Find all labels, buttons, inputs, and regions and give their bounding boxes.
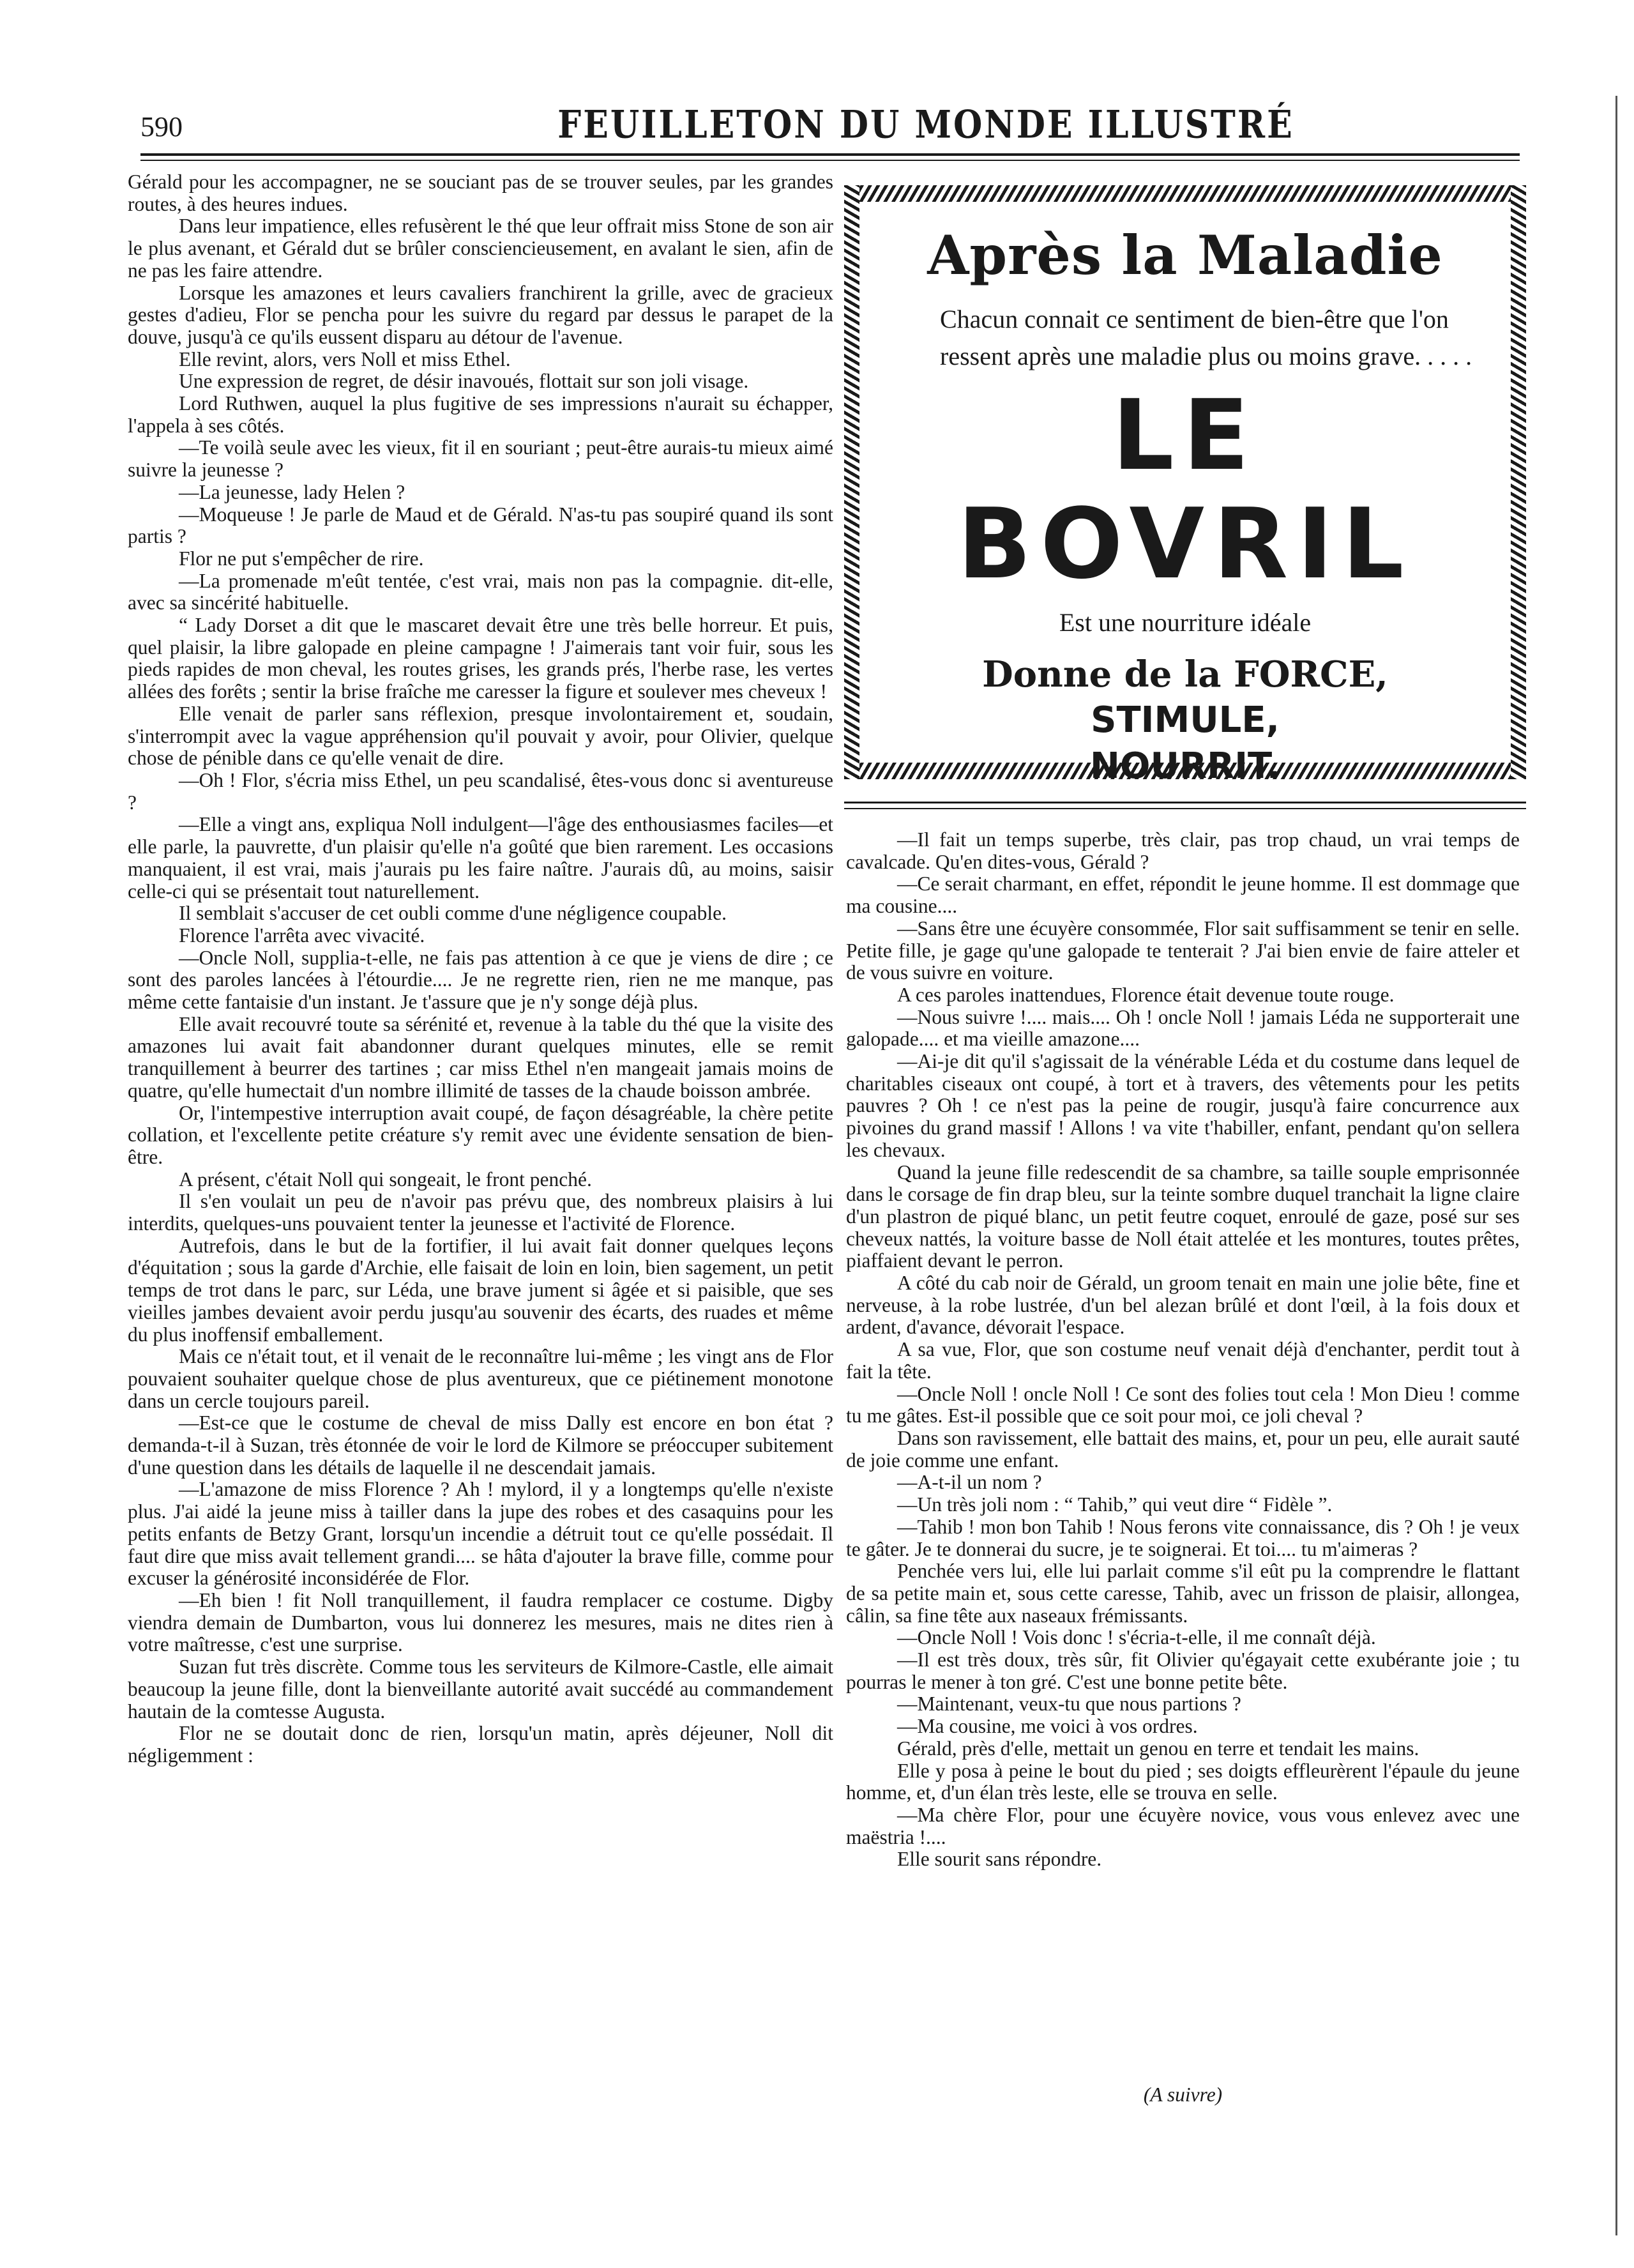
paragraph: —Ai-je dit qu'il s'agissait de la vénérable Léda et du costume dans lequel de charitables ciseaux ont coupé, à tort et à travers, des vêtements pour les petits pauvres ? Oh ! ce n'est pas la peine de rougir, jusqu'à faire concurrence aux pivoines du grand massif ! Allons ! va vite t'habiller, enfant, pendant qu'on sellera les chevaux. [846,1050,1520,1161]
paragraph: —Tahib ! mon bon Tahib ! Nous ferons vite connaissance, dis ? Oh ! je veux te gâter. Je te donnerai du sucre, je te soignerai. Et toi.... tu m'aimeras ? [846,1515,1520,1560]
paragraph: —Il est très doux, très sûr, fit Olivier qu'égayait cette exubérante joie ; tu pourras le mener à ton gré. C'est une bonne petite bête. [846,1648,1520,1693]
page-number: 590 [140,111,183,142]
paragraph: —Oncle Noll, supplia-t-elle, ne fais pas attention à ce que je viens de dire ; ce sont des paroles lancées à l'étourdie.... Je ne regrette rien, rien ne me manque, pas même cette fantaisie d'un instant. Je t'assure que je n'y songe déjà plus. [128,946,833,1014]
ad-border-right [1511,185,1526,779]
ad-slogan [870,651,1501,789]
header-rule [140,153,1520,156]
page-header [140,102,1520,156]
to-be-continued: (A suivre) [1143,2083,1223,2106]
paragraph: Elle sourit sans répondre. [897,1848,1102,1871]
paragraph: —Il fait un temps superbe, très clair, pas trop chaud, un vrai temps de cavalcade. Qu'en dites-vous, Gérald ? [846,828,1520,873]
running-title: FEUILLETON DU MONDE ILLUSTRÉ [557,102,1294,148]
paragraph: Dans leur impatience, elles refusèrent le thé que leur offrait miss Stone de son air le plus avenant, et Gérald dut se brûler consciencieusement, en avalant le sien, afin de ne pas les faire attendre. [128,215,833,282]
paragraph: —Eh bien ! fit Noll tranquillement, il faudra remplacer ce costume. Digby viendra demain de Dumbarton, vous lui donnerez les mesures, mais ne dites rien à votre maîtresse, c'est une surprise. [128,1589,833,1656]
paragraph: Une expression de regret, de désir inavoués, flottait sur son joli visage. [179,370,749,393]
paragraph: —Oh ! Flor, s'écria miss Ethel, un peu scandalisé, êtes-vous donc si aventureuse ? [128,768,833,814]
paragraph: —Elle a vingt ans, expliqua Noll indulgent—l'âge des enthousiasmes faciles—et elle parle, la pauvrette, d'un plaisir qu'elle n'a goûté que bien rarement. Les occasions manquaient, il est vrai, mais j'aurais pu les faire naître. J'aurais dû, au moins, saisir celle-ci qui se présentait tout naturellement. [128,813,833,902]
ad-brand-name: LE BOVRIL [957,379,1413,600]
paragraph: Flor ne se doutait donc de rien, lorsqu'un matin, après déjeuner, Noll dit négligemment : [128,1722,833,1767]
paragraph: —L'amazone de miss Florence ? Ah ! mylord, il y a longtemps qu'elle n'existe plus. J'ai aidé la jeune miss à tailler dans la jupe des robes et des casaquins pour les petits enfants de Betzy Grant, lorsqu'un incendie a détruit tout ce qu'elle possédait. Il faut dire que miss avait tellement grandi.... se hâta d'ajouter la brave fille, comme pour excuser la générosité inconsidérée de Flor. [128,1478,833,1590]
paragraph: —A-t-il un nom ? [897,1471,1042,1494]
bovril-advertisement [844,185,1526,787]
paragraph: Gérald pour les accompagner, ne se souciant pas de se trouver seules, par les grandes routes, à des heures indues. [128,171,833,215]
ad-slogan-line-2: STIMULE, [1091,699,1280,741]
ad-heading: Après la Maladie [927,224,1443,287]
paragraph: —Ma chère Flor, pour une écuyère novice, vous vous enlevez avec une maëstria !.... [846,1803,1520,1848]
paragraph: A côté du cab noir de Gérald, un groom tenait en main une jolie bête, fine et nerveuse, à la robe lustrée, d'un bel alezan brûlé et dont l'œil, à la fois doux et ardent, d'avance, dévorait l'espace. [846,1272,1520,1339]
ad-slogan-line-3: NOURRIT. [1090,745,1280,787]
ad-border-top [844,185,1526,202]
ad-border-left [844,185,859,779]
paragraph: Il s'en voulait un peu de n'avoir pas prévu que, des nombreux plaisirs à lui interdits, quelques-uns pouvaient tenter la jeunesse et l'activité de Florence. [128,1190,833,1235]
ad-slogan-line-1: Donne de la FORCE, [982,653,1388,696]
paragraph: —Ce serait charmant, en effet, répondit le jeune homme. Il est dommage que ma cousine.... [846,872,1520,918]
paragraph: “ Lady Dorset a dit que le mascaret devait être une très belle horreur. Et puis, quel plaisir, la libre galopade en pleine campagne ! J'aimerais tant voir fuir, sous les pieds rapides de mon cheval, les routes grises, les grands prés, l'herbe rase, les vertes allées des forêts ; sentir la brise fraîche me caresser la figure et soulever mes cheveux ! [128,614,833,703]
paragraph: —La promenade m'eût tentée, c'est vrai, mais non pas la compagnie. dit-elle, avec sa sincérité habituelle. [128,569,833,614]
paragraph: Elle revint, alors, vers Noll et miss Ethel. [179,347,511,370]
paragraph: Florence l'arrêta avec vivacité. [179,924,425,947]
paragraph: —Nous suivre !.... mais.... Oh ! oncle Noll ! jamais Léda ne supporterait une galopade.... et ma vieille amazone.... [846,1005,1520,1051]
paragraph: —Oncle Noll ! oncle Noll ! Ce sont des folies tout cela ! Mon Dieu ! comme tu me gâtes. Est-il possible que ce soit pour moi, ce joli cheval ? [846,1382,1520,1427]
paragraph: Penchée vers lui, elle lui parlait comme s'il eût pu la comprendre le flattant de sa petite main et, sous cette caresse, Tahib, avec un frisson de plaisir, allongea, câlin, sa fine tête aux naseaux frémissants. [846,1560,1520,1627]
paragraph: Suzan fut très discrète. Comme tous les serviteurs de Kilmore-Castle, elle aimait beaucoup la jeune fille, dont la bienveillante autorité avait succédé au commandement hautain de la comtesse Augusta. [128,1655,833,1723]
paragraph: Dans son ravissement, elle battait des mains, et, pour un peu, elle aurait sauté de joie comme une enfant. [846,1426,1520,1472]
paragraph: —Ma cousine, me voici à vos ordres. [897,1715,1198,1738]
paragraph: —Moqueuse ! Je parle de Maud et de Gérald. N'as-tu pas soupiré quand ils sont partis ? [128,503,833,548]
paragraph: A présent, c'était Noll qui songeait, le front penché. [179,1168,592,1191]
ad-separator-rule-thin [844,808,1526,809]
paragraph: —Sans être une écuyère consommée, Flor sait suffisamment se tenir en selle. Petite fille, je gage qu'une galopade te tenterait ? J'ai bien envie de faire atteler et de vous suivre en voiture. [846,917,1520,984]
paragraph: A ces paroles inattendues, Florence était devenue toute rouge. [897,983,1395,1006]
header-rule-thin [140,160,1520,161]
paragraph: Flor ne put s'empêcher de rire. [179,547,424,570]
paragraph: Quand la jeune fille redescendit de sa chambre, sa taille souple emprisonnée dans le corsage de fin drap bleu, sur la teinte sombre duquel tranchait la ligne claire d'un plastron de piqué blanc, un petit feutre coquet, enroulé de gaze, posé sur ses cheveux nattés, la voiture basse de Noll était attelée et les montures, toutes prêtes, piaffaient devant le perron. [846,1161,1520,1272]
paragraph: Elle venait de parler sans réflexion, presque involontairement et, soudain, s'interrompit avec la vague appréhension qu'il pouvait y avoir, pour Olivier, quelque chose de pénible dans ce qu'elle venait de dire. [128,702,833,770]
paragraph: —La jeunesse, lady Helen ? [179,480,405,503]
paragraph: —Oncle Noll ! Vois donc ! s'écria-t-elle, il me connaît déjà. [897,1626,1376,1649]
paragraph: —Est-ce que le costume de cheval de miss Dally est encore en bon état ? demanda-t-il à Suzan, très étonnée de voir le lord de Kilmore se préoccuper subitement d'une question dans les détails de laquelle il ne descendait jamais. [128,1412,833,1479]
left-column-text [128,171,833,1767]
paragraph: Autrefois, dans le but de la fortifier, il lui avait fait donner quelques leçons d'équitation ; sous la garde d'Archie, elle faisait de loin en loin, bien sagement, un petit temps de trot dans le parc, sur Léda, une brave jument si âgée et si paisible, que ses vieilles jambes devaient avoir perdu jusqu'au souvenir des écarts, des ruades et même du plus inoffensif emballement. [128,1234,833,1346]
paragraph: Lorsque les amazones et leurs cavaliers franchirent la grille, avec de gracieux gestes d'adieu, Flor se pencha pour les suivre du regard par dessus le parapet de la douve, jusqu'à ce qu'ils eussent disparu au détour de l'avenue. [128,281,833,348]
ad-separator-rule [844,802,1526,803]
paragraph: A sa vue, Flor, que son costume neuf venait déjà d'enchanter, perdit tout à fait la tête. [846,1338,1520,1383]
paragraph: Lord Ruthwen, auquel la plus fugitive de ses impressions n'aurait su échapper, l'appela à ses côtés. [128,392,833,437]
page-edge-line [1615,96,1617,2235]
paragraph: Elle y posa à peine le bout du pied ; ses doigts effleurèrent l'épaule du jeune homme, et, d'un élan très leste, elle se trouva en selle. [846,1759,1520,1804]
paragraph: Mais ce n'était tout, et il venait de le reconnaître lui-même ; les vingt ans de Flor pouvaient souhaiter quelque chose de plus aventureux, que ce piétinement monotone dans un cercle toujours pareil. [128,1345,833,1412]
paragraph: —Maintenant, veux-tu que nous partions ? [897,1693,1241,1716]
paragraph: Or, l'intempestive interruption avait coupé, de façon désagréable, la chère petite collation, et l'excellente petite créature s'y remit avec une évidente sensation de bien-être. [128,1101,833,1168]
ad-body-text: Chacun connait ce sentiment de bien-être que l'on ressent après une maladie plus ou moins grave. . . . . [940,305,1472,370]
ad-subline: Est une nourriture idéale [1059,608,1312,637]
paragraph: Elle avait recouvré toute sa sérénité et, revenue à la table du thé que la visite des amazones lui avait fait abandonner durant quelques minutes, elle se remit tranquillement à beurrer des tartines ; car miss Ethel n'en mangeait jamais moins de quatre, qu'elle humectait d'un nombre illimité de tasses de la chaude boisson ambrée. [128,1012,833,1102]
paragraph: —Te voilà seule avec les vieux, fit il en souriant ; peut-être aurais-tu mieux aimé suivre la jeunesse ? [128,436,833,482]
paragraph: —Un très joli nom : “ Tahib,” qui veut dire “ Fidèle ”. [897,1493,1333,1516]
ad-content [870,211,1501,787]
paragraph: Gérald, près d'elle, mettait un genou en terre et tendait les mains. [897,1737,1419,1760]
right-column-text [846,829,1520,1871]
paragraph: Il semblait s'accuser de cet oubli comme d'une négligence coupable. [179,902,727,925]
